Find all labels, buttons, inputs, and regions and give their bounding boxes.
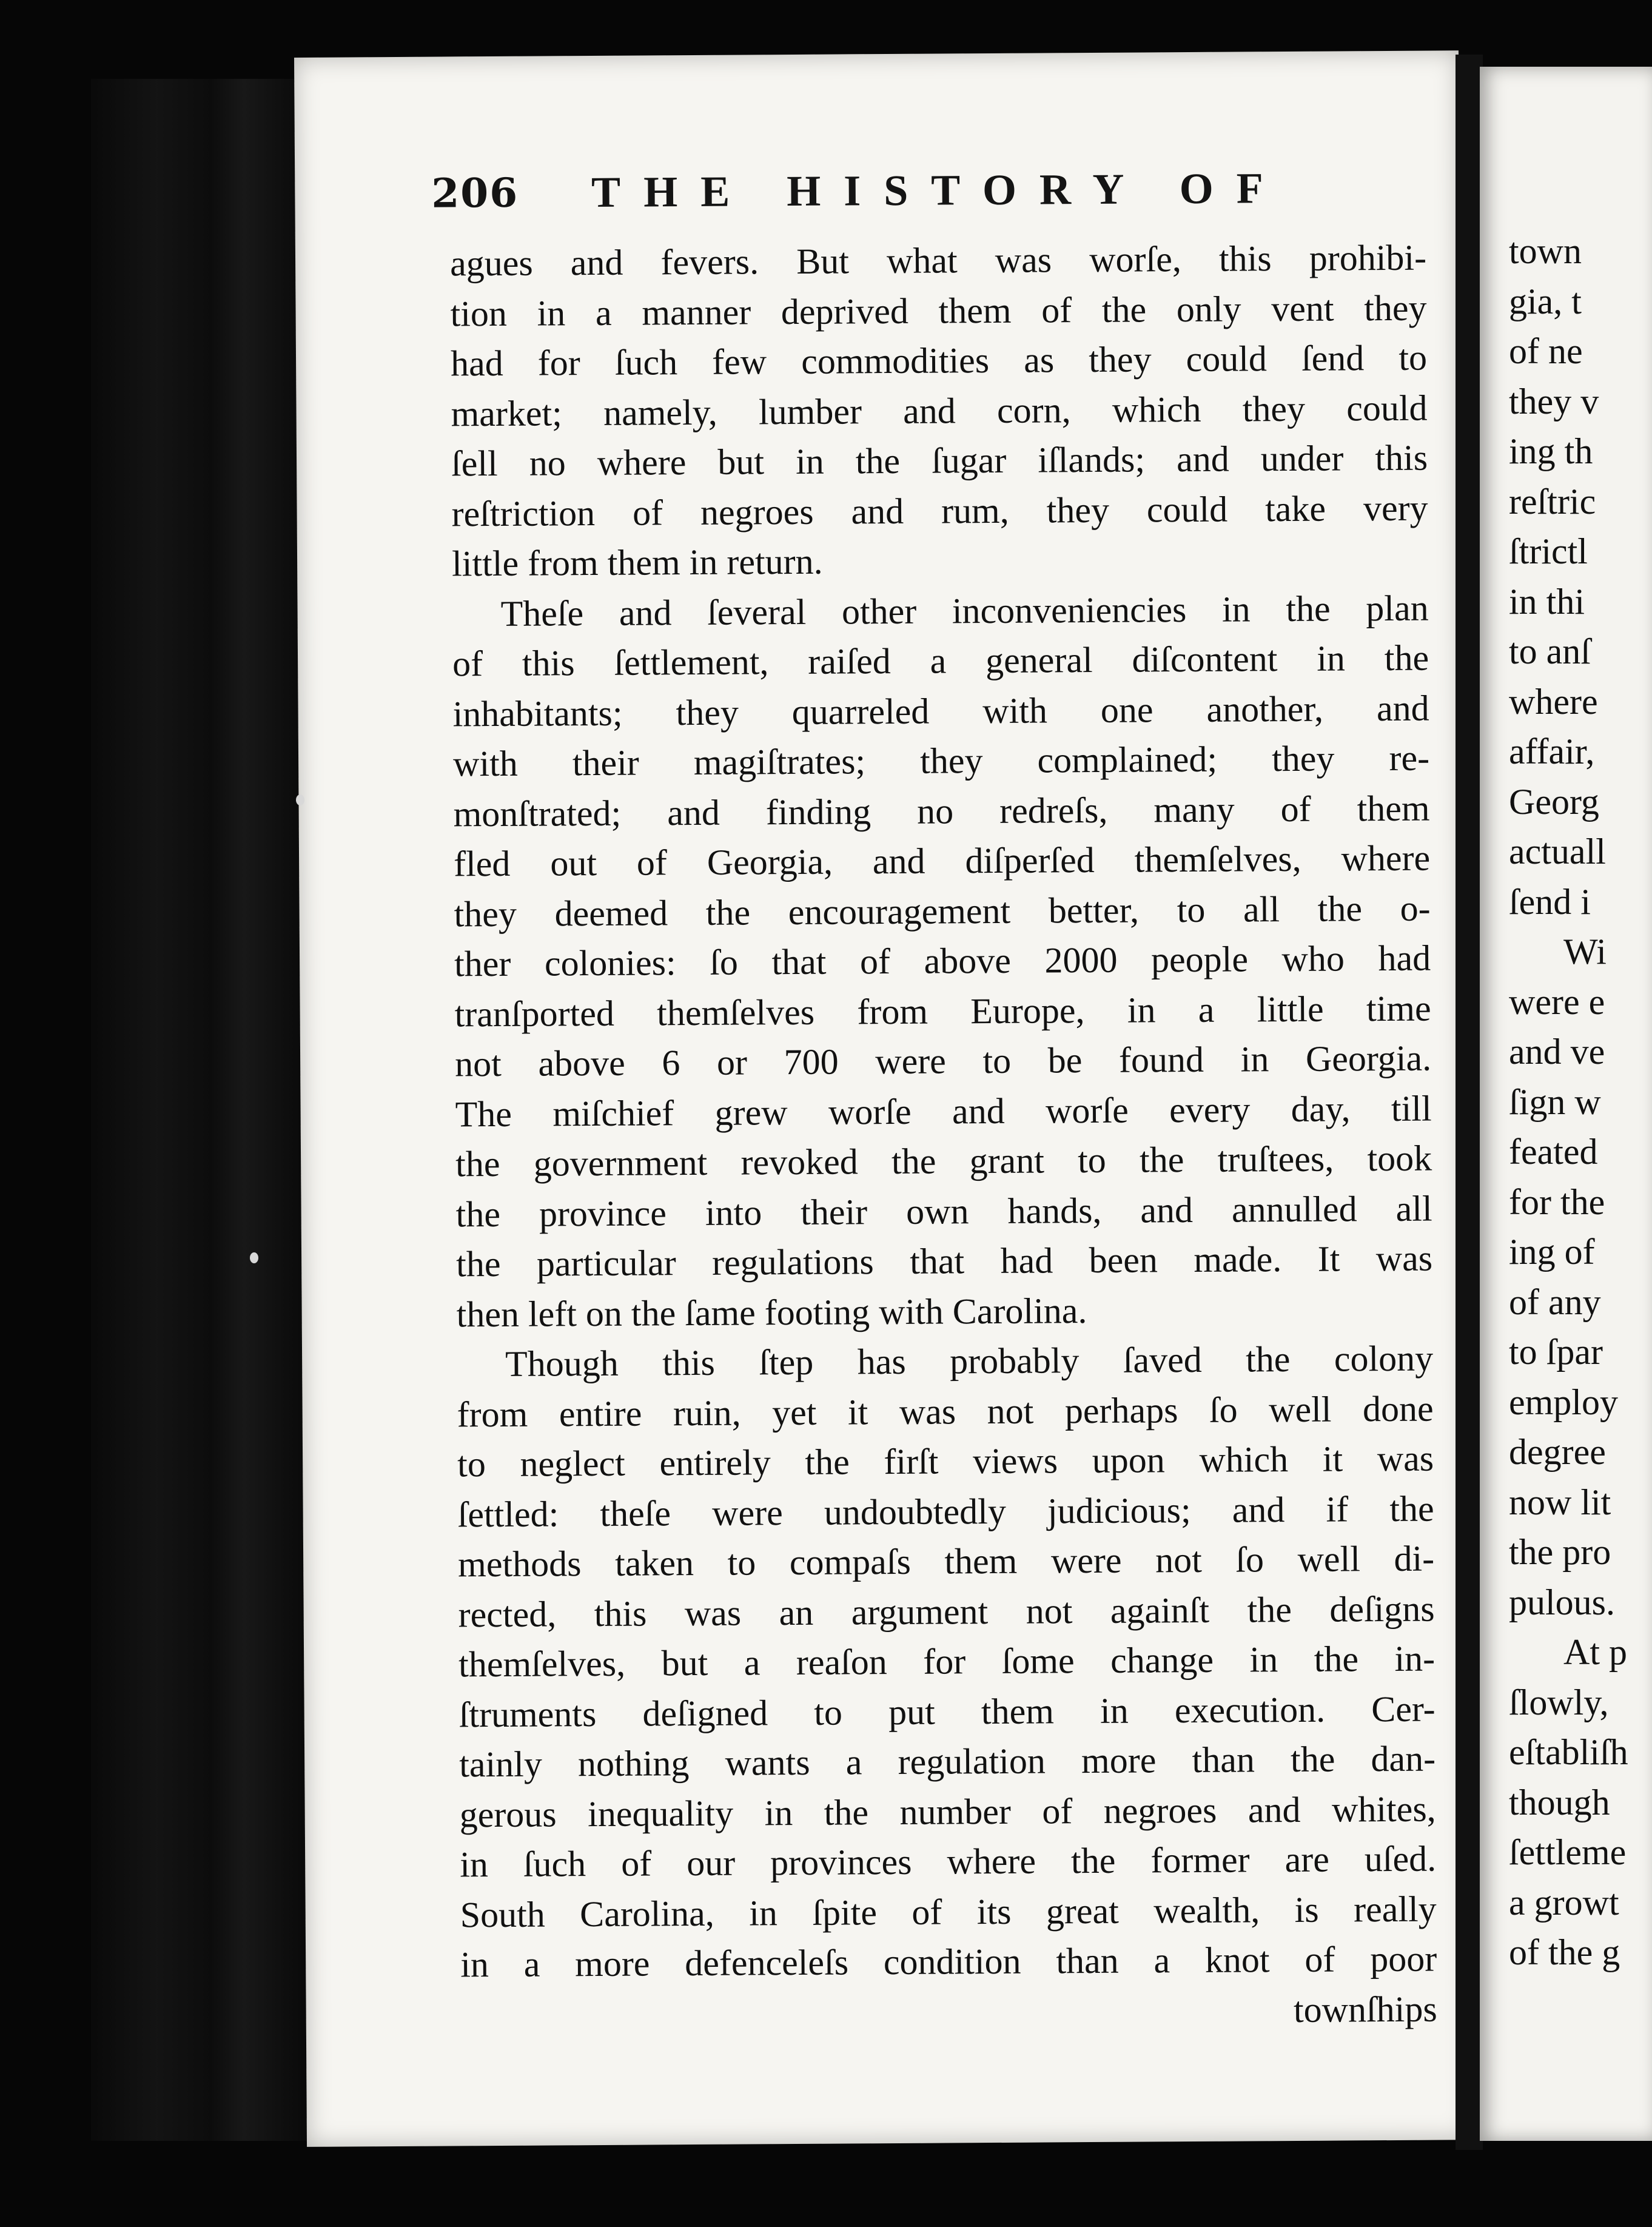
text-line: monſtrated; and finding no redreſs, many of them [453, 788, 1430, 834]
running-title: THE HISTORY OF [591, 163, 1286, 217]
text-line: fled out of Georgia, and diſperſed themſelves, where [453, 838, 1431, 884]
text-line: in a more defenceleſs condition than a knot of poor [460, 1938, 1437, 1985]
scan-speck [250, 1252, 258, 1263]
facing-text-line: in thi [1509, 581, 1585, 622]
text-line: had for ſuch few commodities as they could ſend to [450, 337, 1428, 384]
facing-text-line: to anſ [1509, 631, 1591, 671]
facing-text-line: ing of [1509, 1232, 1595, 1272]
facing-text-line: ſtrictl [1509, 531, 1588, 571]
text-line: themſelves, but a reaſon for ſome change in the in- [458, 1638, 1435, 1685]
left-page [294, 50, 1471, 2147]
facing-page-fragment [1480, 67, 1652, 2141]
paragraph-start-line: Though this ſtep has probably ſaved the colony [505, 1338, 1434, 1384]
text-line: tranſported themſelves from Europe, in a little time [454, 988, 1431, 1034]
text-line: ther colonies: ſo that of above 2000 people who had [454, 938, 1431, 984]
facing-text-line: affair, [1509, 731, 1595, 771]
catchword: townſhips [1293, 1989, 1437, 2030]
facing-text-line: employ [1509, 1382, 1618, 1422]
facing-text-line: where [1509, 681, 1598, 722]
text-line: agues and fevers. But what was worſe, this prohibi- [449, 237, 1427, 284]
text-line: reſtriction of negroes and rum, they could take very [451, 488, 1428, 534]
facing-text-line: gia, t [1509, 281, 1582, 321]
facing-text-line: ſettleme [1509, 1832, 1627, 1872]
text-line: of this ſettlement, raiſed a general diſcontent in the [452, 637, 1429, 684]
text-line: ſtruments deſigned to put them in execution. Cer- [458, 1688, 1435, 1735]
facing-text-line: of ne [1509, 331, 1583, 371]
text-line: they deemed the encouragement better, to all the o- [454, 888, 1431, 934]
facing-text-line: were e [1509, 981, 1605, 1022]
paragraph-start-line: Theſe and ſeveral other inconveniencies in the plan [500, 588, 1429, 634]
facing-text-line: ſign w [1509, 1081, 1601, 1122]
facing-text-line: ing th [1509, 431, 1593, 471]
text-line: then left on the ſame footing with Carolina. [456, 1290, 1087, 1334]
facing-text-line: Wi [1563, 932, 1607, 972]
text-line: the province into their own hands, and annulled all [455, 1188, 1432, 1234]
text-line: inhabitants; they quarreled with one another, and [452, 688, 1429, 734]
text-line: in ſuch of our provinces where the former are uſed. [460, 1838, 1437, 1885]
facing-text-line: though [1509, 1782, 1610, 1822]
text-line: from entire ruin, yet it was not perhaps ſo well done [457, 1388, 1434, 1434]
text-line: tion in a manner deprived them of the only vent they [450, 287, 1427, 334]
text-line: ſell no where but in the ſugar iſlands; and under this [451, 437, 1428, 484]
text-line: ſettled: theſe were undoubtedly judicious; and if the [457, 1488, 1434, 1534]
facing-text-line: pulous. [1509, 1582, 1616, 1622]
facing-text-line: of any [1509, 1281, 1601, 1322]
facing-text-line: they v [1509, 381, 1599, 422]
facing-text-line: ſend i [1509, 881, 1591, 922]
facing-text-line: and ve [1509, 1032, 1605, 1072]
page-body-text [450, 233, 1437, 2040]
facing-text-line: Georg [1509, 781, 1599, 822]
facing-text-line: to ſpar [1509, 1332, 1603, 1372]
facing-page-text [1509, 226, 1652, 1978]
text-line: little from them in return. [451, 541, 823, 584]
text-line: South Carolina, in ſpite of its great wealth, is really [460, 1889, 1437, 1935]
text-line: to neglect entirely the firſt views upon which it was [457, 1438, 1434, 1485]
text-line: the government revoked the grant to the truſtees, took [455, 1138, 1432, 1184]
facing-text-line: a growt [1509, 1882, 1619, 1923]
text-line: rected, this was an argument not againſt the deſigns [458, 1588, 1435, 1634]
facing-text-line: ſlowly, [1509, 1682, 1609, 1722]
text-line: gerous inequality in the number of negroes and whites, [459, 1789, 1436, 1835]
text-line: the particular regulations that had been made. It was [455, 1238, 1433, 1285]
scan-speck [296, 794, 304, 805]
facing-text-line: feated [1509, 1132, 1598, 1172]
gutter-shadow [1456, 55, 1483, 2150]
book-binding-shadow [91, 79, 309, 2141]
facing-text-line: actuall [1509, 831, 1606, 872]
text-line: methods taken to compaſs them were not ſo well di- [457, 1538, 1435, 1585]
facing-text-line: of the g [1509, 1932, 1620, 1972]
page-header [431, 154, 1341, 226]
text-line: market; namely, lumber and corn, which they could [451, 388, 1428, 434]
facing-text-line: reſtric [1509, 481, 1596, 522]
text-line: The miſchief grew worſe and worſe every day, till [455, 1088, 1432, 1134]
facing-text-line: the pro [1509, 1532, 1611, 1572]
page-number: 206 [431, 169, 519, 217]
facing-text-line: town [1509, 231, 1582, 271]
facing-text-line: for the [1509, 1181, 1605, 1222]
facing-text-line: eſtabliſh [1509, 1732, 1628, 1772]
facing-text-line: degree [1509, 1432, 1606, 1472]
text-line: with their magiſtrates; they complained; they re- [452, 737, 1430, 784]
text-line: tainly nothing wants a regulation more than the dan- [458, 1738, 1436, 1785]
text-line: not above 6 or 700 were to be found in Georgia. [454, 1038, 1432, 1084]
facing-text-line: At p [1563, 1632, 1627, 1672]
facing-text-line: now lit [1509, 1482, 1611, 1522]
